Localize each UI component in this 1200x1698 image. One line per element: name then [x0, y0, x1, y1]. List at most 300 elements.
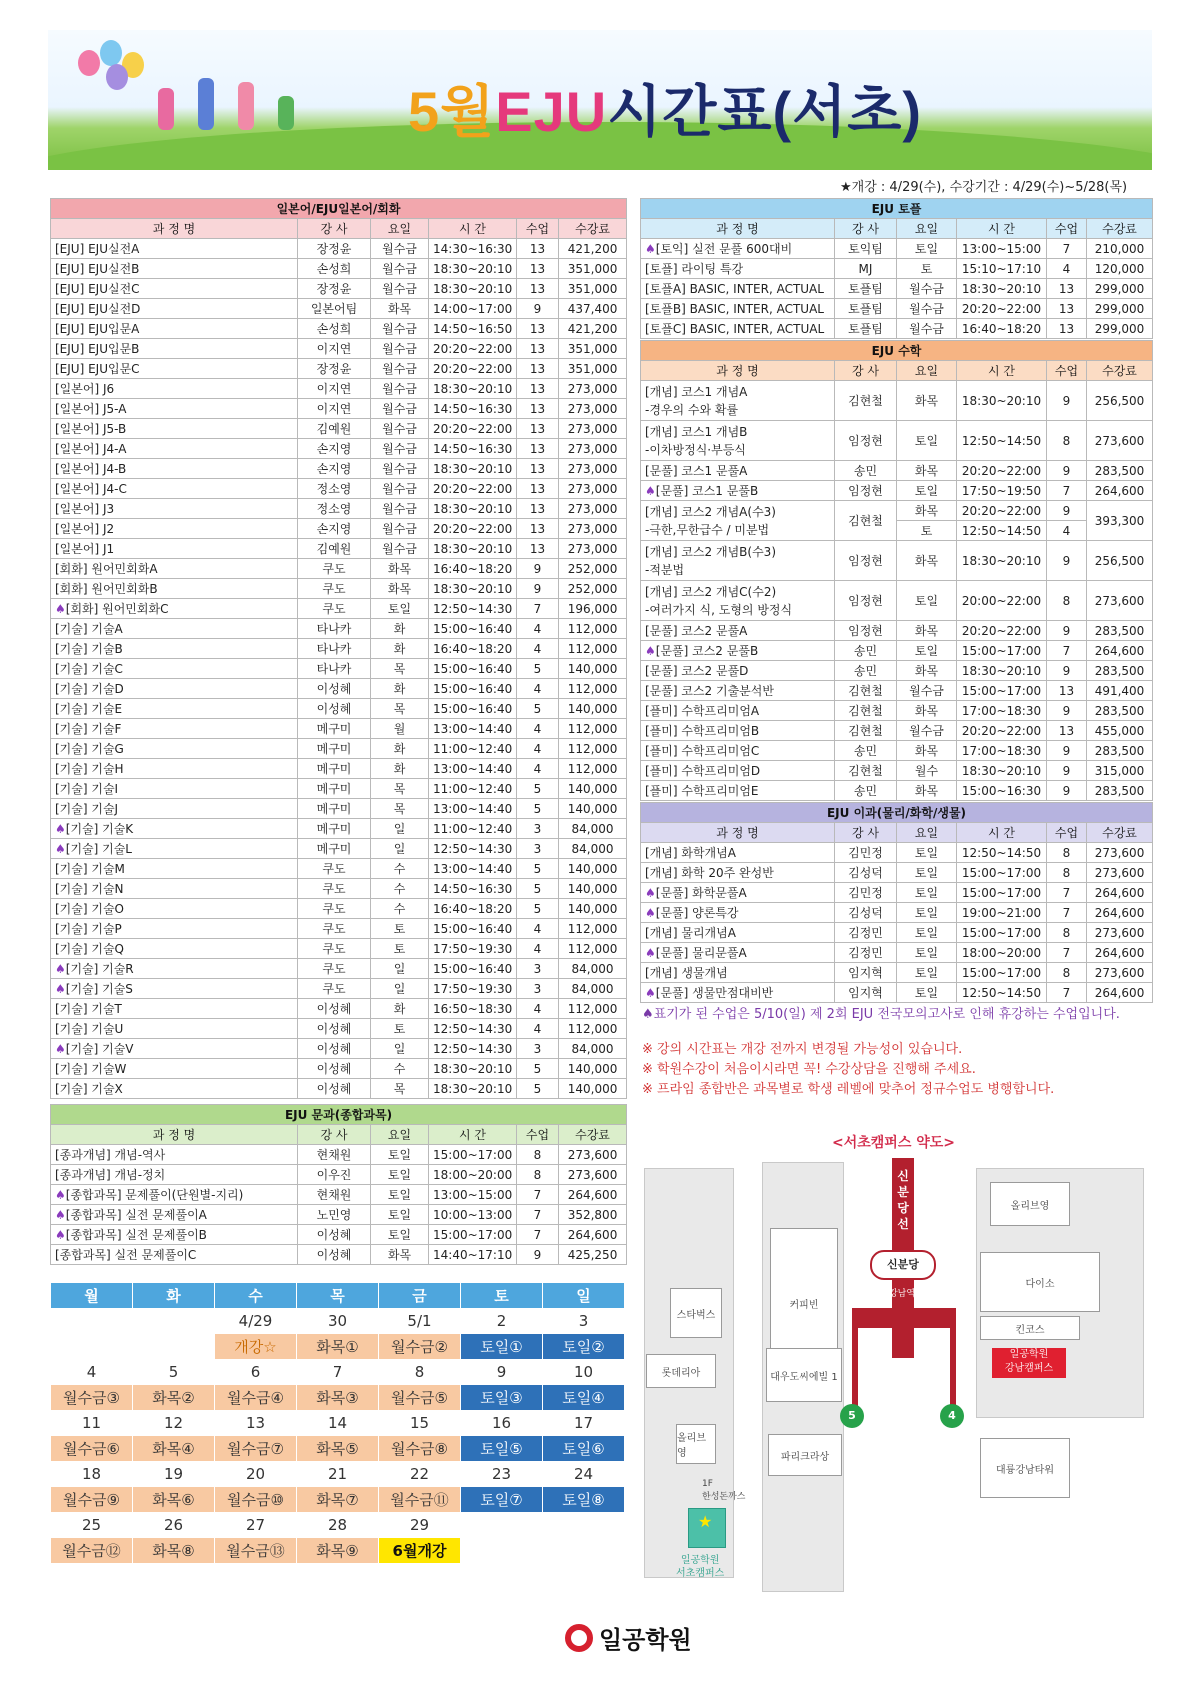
column-header: 시 간 [429, 1125, 517, 1145]
teacher: 김예원 [298, 419, 371, 439]
fee: 120,000 [1087, 259, 1153, 279]
fee: 351,000 [559, 359, 627, 379]
section-title: EJU 이과(물리/화학/생물) [641, 803, 1153, 823]
table-row [641, 641, 1153, 661]
teacher: 이성혜 [298, 1245, 371, 1265]
class-count: 13 [517, 419, 559, 439]
course-title: [개념] 코스2 개념C(수2) [645, 584, 777, 599]
time: 17:50~19:50 [957, 481, 1047, 501]
table-row [641, 421, 1153, 461]
fee: 421,200 [559, 319, 627, 339]
seocho-campus-label: 일공학원 서초캠퍼스 [676, 1555, 725, 1579]
teacher: 장정윤 [298, 279, 371, 299]
course-name: ♠[문풀] 코스2 문풀B [641, 641, 835, 661]
map-building: 스타벅스 [670, 1288, 722, 1338]
time: 17:00~18:30 [957, 741, 1047, 761]
days: 토 [371, 1019, 429, 1039]
time: 12:50~14:50 [957, 521, 1047, 541]
general-table [50, 1104, 627, 1265]
days: 월수 [897, 761, 957, 781]
time: 15:00~17:00 [957, 923, 1047, 943]
table-row [641, 781, 1153, 801]
class-count: 8 [1047, 581, 1087, 621]
class-count: 4 [517, 1019, 559, 1039]
class-count: 4 [517, 719, 559, 739]
days: 토일 [371, 1225, 429, 1245]
course-name: [플미] 수학프리미엄A [641, 701, 835, 721]
station-badge: 신분당 [870, 1250, 936, 1280]
column-header: 요일 [897, 823, 957, 843]
teacher: 현채원 [298, 1185, 371, 1205]
class-count: 13 [517, 459, 559, 479]
calendar-day-header: 일 [543, 1283, 625, 1309]
time: 18:30~20:10 [429, 1059, 517, 1079]
teacher: 김성덕 [835, 903, 897, 923]
course-name: [토플B] BASIC, INTER, ACTUAL [641, 299, 835, 319]
may-calendar [50, 1282, 625, 1564]
class-count: 7 [1047, 943, 1087, 963]
fee: 273,000 [559, 439, 627, 459]
table-row [641, 581, 1153, 621]
spade-icon: ♠ [55, 602, 66, 616]
family-figure-icon [198, 78, 214, 130]
time: 11:00~12:40 [429, 819, 517, 839]
teacher: 임정현 [835, 541, 897, 581]
table-row [641, 239, 1153, 259]
teacher: 토플팀 [835, 319, 897, 339]
time: 20:20~22:00 [957, 621, 1047, 641]
exit-4-marker: 4 [940, 1404, 964, 1428]
table-row [51, 579, 627, 599]
course-name: [종과개념] 개념-정치 [51, 1165, 298, 1185]
map-building: 올리브영 [990, 1182, 1070, 1226]
teacher: 노민영 [298, 1205, 371, 1225]
fee: 273,000 [559, 459, 627, 479]
table-row [641, 843, 1153, 863]
days: 토일 [897, 903, 957, 923]
calendar-date: 23 [461, 1462, 543, 1487]
table-row [51, 859, 627, 879]
days: 토일 [897, 883, 957, 903]
days: 월수금 [371, 419, 429, 439]
days: 화목 [897, 501, 957, 521]
table-row [51, 739, 627, 759]
fee: 196,000 [559, 599, 627, 619]
course-name: [EJU] EJU입문B [51, 339, 298, 359]
teacher: 쿠도 [298, 599, 371, 619]
fee: 140,000 [559, 899, 627, 919]
subway-branch [852, 1308, 858, 1408]
spade-icon: ♠ [55, 982, 66, 996]
fee: 491,400 [1087, 681, 1153, 701]
time: 17:50~19:30 [429, 939, 517, 959]
class-count: 8 [517, 1165, 559, 1185]
teacher: 김현철 [835, 501, 897, 541]
table-row [641, 943, 1153, 963]
time: 15:00~16:40 [429, 699, 517, 719]
days: 화목 [371, 1245, 429, 1265]
fee: 264,600 [559, 1225, 627, 1245]
class-count: 9 [517, 1245, 559, 1265]
course-name: ♠[문풀] 양론특강 [641, 903, 835, 923]
class-count: 13 [517, 259, 559, 279]
course-name: [기술] 기술W [51, 1059, 298, 1079]
teacher: 김민정 [835, 843, 897, 863]
exit-5-marker: 5 [840, 1404, 864, 1428]
course-name: [개념] 물리개념A [641, 923, 835, 943]
days: 화목 [897, 621, 957, 641]
teacher: 김현철 [835, 701, 897, 721]
fee: 437,400 [559, 299, 627, 319]
time: 16:40~18:20 [429, 639, 517, 659]
family-figure-icon [278, 96, 294, 130]
time: 15:00~17:00 [429, 1145, 517, 1165]
fee: 351,000 [559, 339, 627, 359]
table-row [51, 779, 627, 799]
fee: 283,500 [1087, 621, 1153, 641]
days: 화목 [371, 579, 429, 599]
calendar-date: 4/29 [215, 1309, 297, 1334]
course-name: [플미] 수학프리미엄E [641, 781, 835, 801]
time: 14:50~16:30 [429, 439, 517, 459]
class-count: 9 [1047, 381, 1087, 421]
days: 일 [371, 979, 429, 999]
title-month: 5월 [408, 80, 496, 143]
days: 월수금 [897, 681, 957, 701]
calendar-session: 월수금③ [51, 1385, 133, 1411]
fee: 273,000 [559, 519, 627, 539]
note-item: ※ 강의 시간표는 개강 전까지 변경될 가능성이 있습니다. [642, 1042, 963, 1057]
time: 12:50~14:30 [429, 839, 517, 859]
fee: 273,000 [559, 479, 627, 499]
class-count: 13 [517, 239, 559, 259]
time: 18:30~20:10 [429, 459, 517, 479]
days: 토 [371, 939, 429, 959]
teacher: 메구미 [298, 799, 371, 819]
course-name: [EJU] EJU입문C [51, 359, 298, 379]
time: 12:50~14:30 [429, 599, 517, 619]
table-row [641, 501, 1153, 521]
calendar-day-header: 수 [215, 1283, 297, 1309]
column-header: 강 사 [835, 823, 897, 843]
column-header: 수강료 [559, 1125, 627, 1145]
teacher: 김현철 [835, 761, 897, 781]
column-header: 수업 [1047, 823, 1087, 843]
days: 월수금 [897, 721, 957, 741]
section-title: EJU 수학 [641, 341, 1153, 361]
time: 18:30~20:10 [429, 539, 517, 559]
teacher: 김정민 [835, 943, 897, 963]
teacher: 쿠도 [298, 559, 371, 579]
days: 토 [897, 521, 957, 541]
column-header: 과 정 명 [51, 1125, 298, 1145]
course-name: [기술] 기술A [51, 619, 298, 639]
section-title: 일본어/EJU일본어/회화 [51, 199, 627, 219]
teacher: 송민 [835, 781, 897, 801]
class-count: 5 [517, 1079, 559, 1099]
class-count: 13 [1047, 721, 1087, 741]
class-count: 13 [517, 279, 559, 299]
time: 12:50~14:50 [957, 843, 1047, 863]
table-row [51, 1245, 627, 1265]
course-name: [일본어] J6 [51, 379, 298, 399]
time: 19:00~21:00 [957, 903, 1047, 923]
class-count: 13 [1047, 299, 1087, 319]
time: 20:20~22:00 [429, 419, 517, 439]
teacher: 쿠도 [298, 959, 371, 979]
table-row [51, 459, 627, 479]
map-building: 올리브영 [676, 1424, 716, 1464]
time: 18:30~20:10 [957, 541, 1047, 581]
course-subtitle: -경우의 수와 확률 [645, 402, 739, 417]
calendar-date: 30 [297, 1309, 379, 1334]
map-title: <서초캠퍼스 약도> [832, 1135, 956, 1151]
days: 월수금 [897, 319, 957, 339]
calendar-date [461, 1513, 543, 1538]
fee: 112,000 [559, 939, 627, 959]
table-row [51, 799, 627, 819]
days: 토일 [897, 863, 957, 883]
course-name [641, 421, 835, 461]
table-row [51, 939, 627, 959]
calendar-session: 토일⑧ [543, 1487, 625, 1513]
column-header: 강 사 [835, 361, 897, 381]
calendar-date: 20 [215, 1462, 297, 1487]
class-count: 13 [517, 539, 559, 559]
fee: 140,000 [559, 859, 627, 879]
time: 13:00~14:40 [429, 799, 517, 819]
calendar-date: 21 [297, 1462, 379, 1487]
table-row [641, 461, 1153, 481]
class-count: 4 [517, 679, 559, 699]
course-name: ♠[기술] 기술L [51, 839, 298, 859]
course-title: [개념] 코스2 개념B(수3) [645, 544, 777, 559]
calendar-session: 월수금⑧ [379, 1436, 461, 1462]
course-name: [일본어] J5-A [51, 399, 298, 419]
course-name: [개념] 화학 20주 완성반 [641, 863, 835, 883]
time: 10:00~13:00 [429, 1205, 517, 1225]
column-header: 수업 [1047, 361, 1087, 381]
calendar-session: 화목① [297, 1334, 379, 1360]
teacher: 타나카 [298, 639, 371, 659]
course-name: [기술] 기술E [51, 699, 298, 719]
fee: 264,600 [1087, 883, 1153, 903]
teacher: 메구미 [298, 839, 371, 859]
class-count: 7 [517, 1185, 559, 1205]
time: 13:00~15:00 [957, 239, 1047, 259]
balloon-icon [106, 64, 128, 90]
course-name: ♠[기술] 기술R [51, 959, 298, 979]
fee: 140,000 [559, 799, 627, 819]
teacher: 쿠도 [298, 579, 371, 599]
table-row [51, 719, 627, 739]
teacher: 토익팀 [835, 239, 897, 259]
campus-map [640, 1128, 1160, 1598]
teacher: 이지연 [298, 379, 371, 399]
days: 화목 [897, 701, 957, 721]
days: 토일 [371, 1145, 429, 1165]
days: 화목 [897, 661, 957, 681]
fee: 84,000 [559, 979, 627, 999]
days: 화 [371, 999, 429, 1019]
fee: 112,000 [559, 719, 627, 739]
time: 15:00~17:00 [957, 863, 1047, 883]
fee: 252,000 [559, 579, 627, 599]
calendar-session: 화목④ [133, 1436, 215, 1462]
table-row [51, 519, 627, 539]
teacher: 쿠도 [298, 899, 371, 919]
fee: 351,000 [559, 259, 627, 279]
fee: 264,600 [559, 1185, 627, 1205]
table-row [51, 879, 627, 899]
fee: 299,000 [1087, 319, 1153, 339]
map-building: 킨코스 [980, 1316, 1080, 1340]
time: 15:10~17:10 [957, 259, 1047, 279]
table-row [51, 639, 627, 659]
days: 월수금 [371, 239, 429, 259]
calendar-session: 월수금⑨ [51, 1487, 133, 1513]
calendar-session: 6월개강 [379, 1538, 461, 1564]
fee: 140,000 [559, 699, 627, 719]
calendar-session: 토일⑥ [543, 1436, 625, 1462]
course-name [641, 381, 835, 421]
time: 14:40~17:10 [429, 1245, 517, 1265]
calendar-date: 9 [461, 1360, 543, 1385]
teacher: 이성혜 [298, 1039, 371, 1059]
class-count: 8 [1047, 421, 1087, 461]
fee: 273,600 [1087, 843, 1153, 863]
days: 토일 [371, 599, 429, 619]
fee: 351,000 [559, 279, 627, 299]
fee: 84,000 [559, 1039, 627, 1059]
fee: 273,600 [1087, 421, 1153, 461]
teacher: 이지연 [298, 399, 371, 419]
time: 12:50~14:30 [429, 1039, 517, 1059]
teacher: 이성혜 [298, 1225, 371, 1245]
time: 14:30~16:30 [429, 239, 517, 259]
calendar-session: 화목⑤ [297, 1436, 379, 1462]
table-row [51, 299, 627, 319]
calendar-date: 10 [543, 1360, 625, 1385]
days: 토일 [897, 481, 957, 501]
teacher: 타나카 [298, 619, 371, 639]
fee: 273,000 [559, 499, 627, 519]
table-row [51, 819, 627, 839]
days: 수 [371, 899, 429, 919]
table-row [51, 979, 627, 999]
fee: 421,200 [559, 239, 627, 259]
teacher: 김현철 [835, 681, 897, 701]
teacher: 토플팀 [835, 299, 897, 319]
calendar-session: 월수금④ [215, 1385, 297, 1411]
spade-icon: ♠ [645, 986, 656, 1000]
calendar-date: 29 [379, 1513, 461, 1538]
course-subtitle: -이차방정식·부등식 [645, 442, 746, 457]
teacher: 정소영 [298, 499, 371, 519]
column-header: 시 간 [957, 219, 1047, 239]
time: 16:40~18:20 [957, 319, 1047, 339]
class-count: 7 [1047, 903, 1087, 923]
class-count: 9 [1047, 701, 1087, 721]
table-row [641, 319, 1153, 339]
class-count: 3 [517, 819, 559, 839]
calendar-session: 화목⑧ [133, 1538, 215, 1564]
fee: 283,500 [1087, 701, 1153, 721]
course-name: [일본어] J2 [51, 519, 298, 539]
fee: 264,600 [1087, 943, 1153, 963]
course-name: [일본어] J4-B [51, 459, 298, 479]
table-row [51, 559, 627, 579]
class-count: 3 [517, 979, 559, 999]
column-header: 요일 [371, 219, 429, 239]
days: 토일 [897, 843, 957, 863]
days: 월수금 [371, 499, 429, 519]
calendar-session: 월수금⑫ [51, 1538, 133, 1564]
time: 18:30~20:10 [429, 379, 517, 399]
class-count: 7 [517, 1205, 559, 1225]
table-row [51, 679, 627, 699]
teacher: 토플팀 [835, 279, 897, 299]
course-name: ♠[문풀] 코스1 문풀B [641, 481, 835, 501]
teacher: 쿠도 [298, 979, 371, 999]
course-name: [기술] 기술X [51, 1079, 298, 1099]
time: 18:30~20:10 [429, 1079, 517, 1099]
table-row [51, 899, 627, 919]
table-row [641, 983, 1153, 1003]
fee: 273,600 [1087, 863, 1153, 883]
fee: 273,000 [559, 419, 627, 439]
teacher: 김현철 [835, 721, 897, 741]
calendar-session: 토일③ [461, 1385, 543, 1411]
class-count: 5 [517, 899, 559, 919]
fee: 84,000 [559, 819, 627, 839]
calendar-session: 월수금⑥ [51, 1436, 133, 1462]
teacher: 임정현 [835, 581, 897, 621]
fee: 140,000 [559, 659, 627, 679]
fee: 112,000 [559, 679, 627, 699]
class-count: 8 [1047, 923, 1087, 943]
calendar-session: 화목③ [297, 1385, 379, 1411]
teacher: 임지혁 [835, 983, 897, 1003]
time: 11:00~12:40 [429, 779, 517, 799]
calendar-date: 16 [461, 1411, 543, 1436]
course-name: [EJU] EJU실전B [51, 259, 298, 279]
table-row [51, 539, 627, 559]
teacher: 이성혜 [298, 699, 371, 719]
table-row [641, 541, 1153, 581]
course-name: [토플C] BASIC, INTER, ACTUAL [641, 319, 835, 339]
course-subtitle: -여러가지 식, 도형의 방정식 [645, 602, 793, 617]
course-name: [일본어] J4-A [51, 439, 298, 459]
note-item: ※ 학원수강이 처음이시라면 꼭! 수강상담을 진행해 주세요. [642, 1062, 976, 1077]
teacher: 타나카 [298, 659, 371, 679]
teacher: 쿠도 [298, 859, 371, 879]
fee: 315,000 [1087, 761, 1153, 781]
calendar-date: 14 [297, 1411, 379, 1436]
course-name: [회화] 원어민회화A [51, 559, 298, 579]
teacher: 손지영 [298, 459, 371, 479]
table-row [641, 681, 1153, 701]
table-row [641, 883, 1153, 903]
table-row [51, 1165, 627, 1185]
fee: 210,000 [1087, 239, 1153, 259]
table-row [51, 339, 627, 359]
time: 13:00~14:40 [429, 719, 517, 739]
class-count: 8 [1047, 863, 1087, 883]
fee: 455,000 [1087, 721, 1153, 741]
table-row [51, 759, 627, 779]
time: 20:20~22:00 [429, 339, 517, 359]
